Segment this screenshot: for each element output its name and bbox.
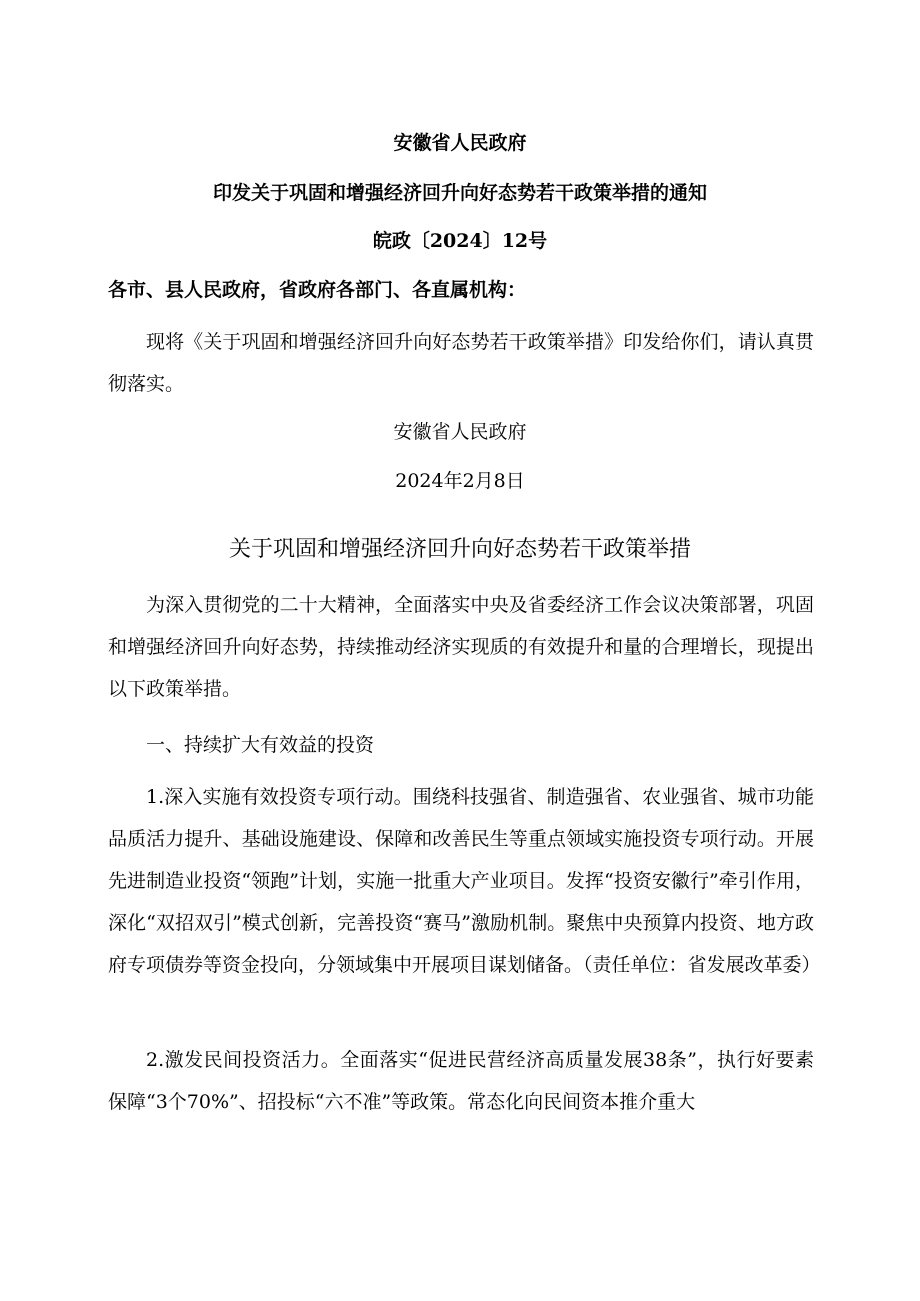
- section-heading: 一、持续扩大有效益的投资: [146, 734, 375, 756]
- intro-paragraph: 现将《关于巩固和增强经济回升向好态势若干政策举措》印发给你们，请认真贯彻落实。: [108, 331, 814, 395]
- policy-title: 关于巩固和增强经济回升向好态势若干政策举措: [228, 537, 691, 562]
- issuer-heading: 安徽省人民政府: [393, 132, 527, 154]
- addressee-line: 各市、县人民政府，省政府各部门、各直属机构：: [108, 279, 527, 301]
- signature-date: 2024年2月8日: [395, 470, 525, 492]
- list-item: 2.激发民间投资活力。全面落实“促进民营经济高质量发展38条”，执行好要素保障“3个70%”、招投标“六不准”等政策。常态化向民间资本推介重大: [108, 1049, 814, 1113]
- document-number: 皖政〔2024〕12号: [372, 230, 548, 252]
- preamble-paragraph: 为深入贯彻党的二十大精神，全面落实中央及省委经济工作会议决策部署，巩固和增强经济回升向好态势，持续推动经济实现质的有效提升和量的合理增长，现提出以下政策举措。: [108, 594, 814, 700]
- notice-title: 印发关于巩固和增强经济回升向好态势若干政策举措的通知: [212, 182, 707, 204]
- signature-org: 安徽省人民政府: [393, 421, 527, 443]
- list-item: 1.深入实施有效投资专项行动。围绕科技强省、制造强省、农业强省、城市功能品质活力提升、基础设施建设、保障和改善民生等重点领域实施投资专项行动。开展先进制造业投资“领跑”计划，实施一批重大产业项目。发挥“投资安徽行”牵引作用，深化“双招双引”模式创新，完善投资“赛马”激励机制。聚焦中央预算内投资、地方政府专项债券等资金投向，分领域集中开展项目谋划储备。（责任单位：省发展改革委）: [108, 786, 821, 976]
